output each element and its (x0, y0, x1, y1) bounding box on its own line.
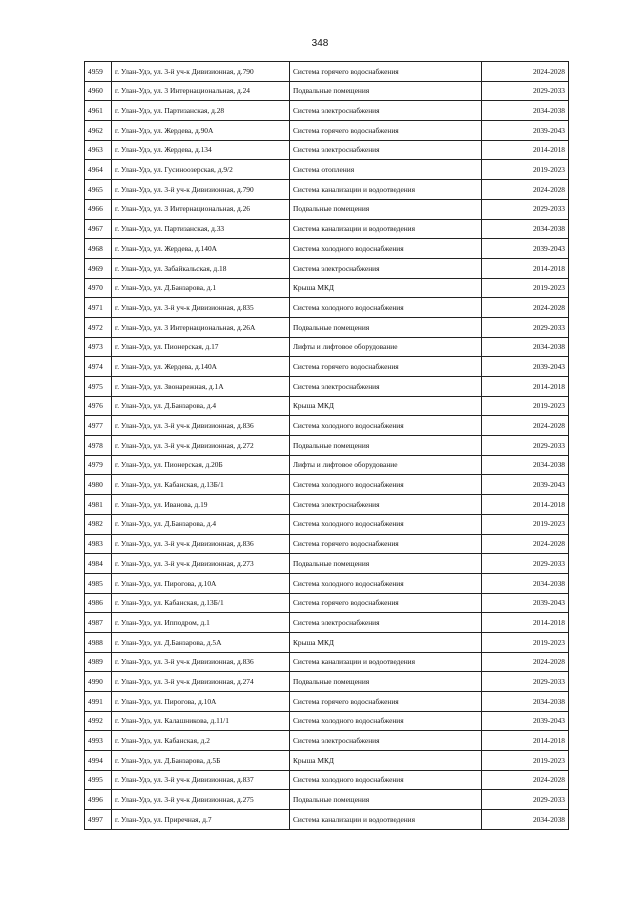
cell-period: 2019-2023 (482, 396, 569, 416)
cell-address: г. Улан-Удэ, ул. Партизанская, д.28 (112, 101, 290, 121)
table-row (85, 219, 569, 239)
table-row (85, 731, 569, 751)
cell-address: г. Улан-Удэ, ул. Д.Банзарова, д.1 (112, 278, 290, 298)
cell-address: г. Улан-Удэ, ул. Приречная, д.7 (112, 810, 290, 830)
cell-row-number: 4988 (85, 632, 112, 652)
cell-system: Система электроснабжения (290, 140, 482, 160)
cell-system: Подвальные помещения (290, 436, 482, 456)
cell-system: Система холодного водоснабжения (290, 770, 482, 790)
cell-row-number: 4996 (85, 790, 112, 810)
cell-address: г. Улан-Удэ, ул. Звонарежная, д.1А (112, 377, 290, 397)
table-row (85, 121, 569, 141)
cell-system: Система горячего водоснабжения (290, 593, 482, 613)
cell-row-number: 4965 (85, 180, 112, 200)
table-row (85, 278, 569, 298)
cell-row-number: 4962 (85, 121, 112, 141)
cell-system: Система электроснабжения (290, 258, 482, 278)
cell-address: г. Улан-Удэ, ул. Калашникова, д.11/1 (112, 711, 290, 731)
cell-address: г. Улан-Удэ, ул. Пирогова, д.10А (112, 692, 290, 712)
cell-period: 2014-2018 (482, 731, 569, 751)
cell-system: Система холодного водоснабжения (290, 514, 482, 534)
cell-system: Система холодного водоснабжения (290, 475, 482, 495)
cell-period: 2039-2043 (482, 121, 569, 141)
cell-address: г. Улан-Удэ, ул. 3-й уч-к Дивизионная, д.790 (112, 180, 290, 200)
cell-row-number: 4978 (85, 436, 112, 456)
cell-period: 2034-2038 (482, 455, 569, 475)
table-row (85, 436, 569, 456)
cell-row-number: 4963 (85, 140, 112, 160)
cell-period: 2034-2038 (482, 692, 569, 712)
table-row (85, 377, 569, 397)
cell-row-number: 4964 (85, 160, 112, 180)
cell-system: Система электроснабжения (290, 731, 482, 751)
table-row (85, 455, 569, 475)
cell-system: Система электроснабжения (290, 495, 482, 515)
cell-row-number: 4982 (85, 514, 112, 534)
cell-period: 2029-2033 (482, 554, 569, 574)
table-row (85, 652, 569, 672)
cell-row-number: 4973 (85, 337, 112, 357)
table-row (85, 101, 569, 121)
cell-address: г. Улан-Удэ, ул. Д.Банзарова, д.4 (112, 396, 290, 416)
cell-system: Подвальные помещения (290, 199, 482, 219)
cell-row-number: 4989 (85, 652, 112, 672)
cell-address: г. Улан-Удэ, ул. Пирогова, д.10А (112, 573, 290, 593)
cell-period: 2019-2023 (482, 751, 569, 771)
cell-address: г. Улан-Удэ, ул. Жердева, д.90А (112, 121, 290, 141)
cell-address: г. Улан-Удэ, ул. Жердева, д.140А (112, 239, 290, 259)
cell-system: Система канализации и водоотведения (290, 219, 482, 239)
cell-row-number: 4959 (85, 62, 112, 82)
cell-address: г. Улан-Удэ, ул. Д.Банзарова, д.4 (112, 514, 290, 534)
table-row (85, 258, 569, 278)
table-row (85, 514, 569, 534)
cell-address: г. Улан-Удэ, ул. Пионерская, д.20Б (112, 455, 290, 475)
table-row (85, 573, 569, 593)
cell-address: г. Улан-Удэ, ул. 3-й уч-к Дивизионная, д.275 (112, 790, 290, 810)
cell-row-number: 4983 (85, 534, 112, 554)
cell-period: 2034-2038 (482, 101, 569, 121)
cell-system: Система горячего водоснабжения (290, 357, 482, 377)
cell-row-number: 4969 (85, 258, 112, 278)
cell-row-number: 4974 (85, 357, 112, 377)
cell-system: Крыша МКД (290, 751, 482, 771)
cell-period: 2024-2028 (482, 534, 569, 554)
cell-period: 2014-2018 (482, 377, 569, 397)
cell-row-number: 4972 (85, 317, 112, 337)
cell-system: Подвальные помещения (290, 672, 482, 692)
cell-system: Подвальные помещения (290, 790, 482, 810)
cell-period: 2039-2043 (482, 593, 569, 613)
table-row (85, 672, 569, 692)
cell-system: Система горячего водоснабжения (290, 62, 482, 82)
cell-system: Система холодного водоснабжения (290, 573, 482, 593)
cell-address: г. Улан-Удэ, ул. 3-й уч-к Дивизионная, д.274 (112, 672, 290, 692)
cell-address: г. Улан-Удэ, ул. Кабанская, д.13Б/1 (112, 593, 290, 613)
table-row (85, 180, 569, 200)
cell-system: Система холодного водоснабжения (290, 416, 482, 436)
cell-system: Крыша МКД (290, 632, 482, 652)
table-row (85, 770, 569, 790)
cell-system: Система канализации и водоотведения (290, 180, 482, 200)
cell-system: Подвальные помещения (290, 554, 482, 574)
cell-address: г. Улан-Удэ, ул. 3 Интернациональная, д.24 (112, 81, 290, 101)
cell-row-number: 4993 (85, 731, 112, 751)
table-row (85, 416, 569, 436)
cell-system: Лифты и лифтовое оборудование (290, 455, 482, 475)
cell-period: 2029-2033 (482, 672, 569, 692)
cell-system: Система канализации и водоотведения (290, 810, 482, 830)
table-row (85, 810, 569, 830)
cell-period: 2029-2033 (482, 199, 569, 219)
cell-period: 2014-2018 (482, 613, 569, 633)
table-row (85, 298, 569, 318)
cell-period: 2024-2028 (482, 62, 569, 82)
cell-address: г. Улан-Удэ, ул. Жердева, д.134 (112, 140, 290, 160)
cell-period: 2019-2023 (482, 160, 569, 180)
cell-address: г. Улан-Удэ, ул. Пионерская, д.17 (112, 337, 290, 357)
cell-system: Система электроснабжения (290, 377, 482, 397)
cell-address: г. Улан-Удэ, ул. 3-й уч-к Дивизионная, д.835 (112, 298, 290, 318)
cell-row-number: 4992 (85, 711, 112, 731)
cell-period: 2039-2043 (482, 239, 569, 259)
cell-system: Крыша МКД (290, 396, 482, 416)
table-row (85, 337, 569, 357)
table-row (85, 317, 569, 337)
cell-row-number: 4966 (85, 199, 112, 219)
cell-period: 2034-2038 (482, 573, 569, 593)
cell-period: 2029-2033 (482, 317, 569, 337)
cell-row-number: 4991 (85, 692, 112, 712)
cell-system: Система горячего водоснабжения (290, 692, 482, 712)
cell-address: г. Улан-Удэ, ул. 3 Интернациональная, д.26А (112, 317, 290, 337)
cell-system: Подвальные помещения (290, 81, 482, 101)
table-row (85, 632, 569, 652)
cell-period: 2024-2028 (482, 416, 569, 436)
cell-address: г. Улан-Удэ, ул. Забайкальская, д.18 (112, 258, 290, 278)
cell-address: г. Улан-Удэ, ул. 3 Интернациональная, д.26 (112, 199, 290, 219)
cell-system: Система холодного водоснабжения (290, 298, 482, 318)
cell-system: Система холодного водоснабжения (290, 239, 482, 259)
table-row (85, 711, 569, 731)
table-row (85, 475, 569, 495)
cell-address: г. Улан-Удэ, ул. 3-й уч-к Дивизионная, д.837 (112, 770, 290, 790)
cell-address: г. Улан-Удэ, ул. 3-й уч-к Дивизионная, д.273 (112, 554, 290, 574)
cell-address: г. Улан-Удэ, ул. 3-й уч-к Дивизионная, д.836 (112, 534, 290, 554)
cell-row-number: 4961 (85, 101, 112, 121)
cell-system: Система электроснабжения (290, 613, 482, 633)
cell-period: 2014-2018 (482, 258, 569, 278)
cell-row-number: 4960 (85, 81, 112, 101)
cell-row-number: 4977 (85, 416, 112, 436)
cell-row-number: 4979 (85, 455, 112, 475)
cell-row-number: 4987 (85, 613, 112, 633)
cell-address: г. Улан-Удэ, ул. 3-й уч-к Дивизионная, д.836 (112, 652, 290, 672)
cell-period: 2024-2028 (482, 652, 569, 672)
cell-row-number: 4967 (85, 219, 112, 239)
table-row (85, 495, 569, 515)
cell-period: 2034-2038 (482, 337, 569, 357)
cell-system: Лифты и лифтовое оборудование (290, 337, 482, 357)
table-row (85, 81, 569, 101)
cell-period: 2019-2023 (482, 278, 569, 298)
cell-address: г. Улан-Удэ, ул. Жердева, д.140А (112, 357, 290, 377)
cell-address: г. Улан-Удэ, ул. Ипподром, д.1 (112, 613, 290, 633)
table-row (85, 160, 569, 180)
cell-row-number: 4985 (85, 573, 112, 593)
table-row (85, 62, 569, 82)
cell-period: 2014-2018 (482, 140, 569, 160)
cell-address: г. Улан-Удэ, ул. Гусиноозерская, д.9/2 (112, 160, 290, 180)
cell-period: 2039-2043 (482, 357, 569, 377)
table-row (85, 593, 569, 613)
cell-period: 2019-2023 (482, 514, 569, 534)
cell-row-number: 4980 (85, 475, 112, 495)
cell-period: 2039-2043 (482, 475, 569, 495)
cell-address: г. Улан-Удэ, ул. Кабанская, д.13Б/1 (112, 475, 290, 495)
cell-row-number: 4986 (85, 593, 112, 613)
cell-row-number: 4971 (85, 298, 112, 318)
cell-address: г. Улан-Удэ, ул. Партизанская, д.33 (112, 219, 290, 239)
page-number: 348 (311, 38, 329, 49)
cell-row-number: 4994 (85, 751, 112, 771)
table-row (85, 751, 569, 771)
cell-period: 2029-2033 (482, 436, 569, 456)
cell-system: Система горячего водоснабжения (290, 534, 482, 554)
cell-system: Система канализации и водоотведения (290, 652, 482, 672)
cell-row-number: 4981 (85, 495, 112, 515)
table-row (85, 357, 569, 377)
cell-system: Система холодного водоснабжения (290, 711, 482, 731)
cell-period: 2029-2033 (482, 81, 569, 101)
registry-table (84, 61, 569, 830)
cell-period: 2034-2038 (482, 219, 569, 239)
registry-table-body (85, 62, 569, 830)
cell-period: 2024-2028 (482, 770, 569, 790)
cell-row-number: 4984 (85, 554, 112, 574)
cell-row-number: 4995 (85, 770, 112, 790)
cell-address: г. Улан-Удэ, ул. Д.Банзарова, д.5А (112, 632, 290, 652)
table-row (85, 140, 569, 160)
cell-system: Система горячего водоснабжения (290, 121, 482, 141)
cell-row-number: 4997 (85, 810, 112, 830)
cell-period: 2024-2028 (482, 298, 569, 318)
cell-row-number: 4970 (85, 278, 112, 298)
cell-period: 2034-2038 (482, 810, 569, 830)
cell-period: 2029-2033 (482, 790, 569, 810)
table-row (85, 199, 569, 219)
cell-address: г. Улан-Удэ, ул. Д.Банзарова, д.5Б (112, 751, 290, 771)
cell-address: г. Улан-Удэ, ул. Иванова, д.19 (112, 495, 290, 515)
cell-system: Система отопления (290, 160, 482, 180)
table-row (85, 613, 569, 633)
cell-row-number: 4976 (85, 396, 112, 416)
cell-row-number: 4990 (85, 672, 112, 692)
cell-system: Крыша МКД (290, 278, 482, 298)
table-row (85, 554, 569, 574)
table-row (85, 239, 569, 259)
table-row (85, 790, 569, 810)
cell-system: Система электроснабжения (290, 101, 482, 121)
table-row (85, 692, 569, 712)
cell-period: 2019-2023 (482, 632, 569, 652)
cell-period: 2014-2018 (482, 495, 569, 515)
cell-system: Подвальные помещения (290, 317, 482, 337)
cell-address: г. Улан-Удэ, ул. 3-й уч-к Дивизионная, д.272 (112, 436, 290, 456)
cell-period: 2039-2043 (482, 711, 569, 731)
cell-period: 2024-2028 (482, 180, 569, 200)
cell-row-number: 4968 (85, 239, 112, 259)
cell-address: г. Улан-Удэ, ул. Кабанская, д.2 (112, 731, 290, 751)
table-row (85, 396, 569, 416)
cell-row-number: 4975 (85, 377, 112, 397)
table-row (85, 534, 569, 554)
cell-address: г. Улан-Удэ, ул. 3-й уч-к Дивизионная, д.790 (112, 62, 290, 82)
cell-address: г. Улан-Удэ, ул. 3-й уч-к Дивизионная, д.836 (112, 416, 290, 436)
